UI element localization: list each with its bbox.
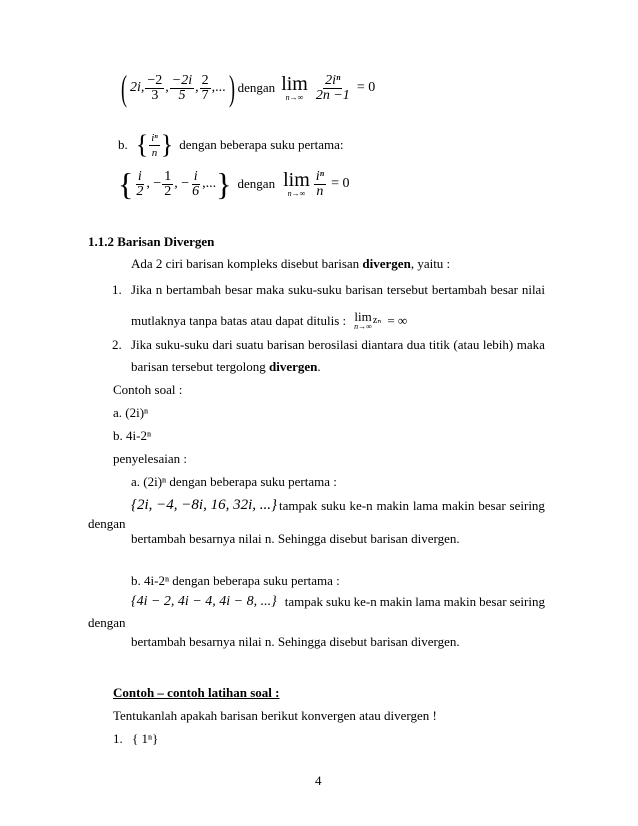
point-1-number: 1. (112, 282, 122, 297)
eq-a-term1: 2i, (130, 80, 145, 95)
point-2-line1-word: dua (406, 337, 426, 352)
dengan-continuation-b: dengan (88, 615, 126, 630)
point-2-line1-word: dari (212, 337, 233, 352)
solution-b-word: besar (479, 594, 507, 609)
point-1-line1 (131, 282, 545, 298)
point-2-line1 (131, 337, 545, 353)
eq-b-frac2: $\frac{1}{2}$ (164, 168, 172, 199)
point-2-line1-word: suku-suku (155, 337, 209, 352)
point-1-line1-word: nilai (521, 282, 545, 297)
solution-b-words (285, 594, 545, 610)
latihan-heading: Contoh – contoh latihan soal : (113, 685, 280, 700)
latihan-item-1-number: 1. (113, 731, 123, 746)
point-2-line1-word: suatu (236, 337, 264, 352)
point-2-line1-word: (atau (453, 337, 480, 352)
equation-a: ( 2i, $\frac{-2}{3}$ , $\frac{-2i}{5}$ , $\frac{2}{7}$ ,... ) dengan lim n→∞ $\frac{\text{2iⁿ}}{2n -1}$ = 0 (121, 68, 376, 108)
section-heading: 1.1.2 Barisan Divergen (88, 234, 215, 249)
eq-b-frac1: $\frac{i}{2}$ (136, 168, 144, 199)
point-2-line1-word: titik (428, 337, 450, 352)
solution-b-word: seiring (509, 594, 545, 609)
point-2-line1-word: lebih) (482, 337, 514, 352)
contoh-b: b. 4i-2ⁿ (113, 428, 152, 443)
solution-b-word: lama (415, 594, 441, 609)
solution-b-word: suku (326, 594, 351, 609)
item-b-frac: $\frac{\text{iⁿ}}{n}$ (151, 131, 158, 159)
item-b: b. { $\frac{\text{iⁿ}}{n}$ } dengan beberapa suku pertama: (118, 130, 344, 159)
point-1-line1-word: tersebut (386, 282, 428, 297)
equation-b: { $\frac{i}{2}$ , − $\frac{1}{2}$ , − $\frac{i}{6}$ ,... } dengan lim n→∞ $\frac{\text{iⁿ}}{n}$ = 0 (118, 165, 350, 202)
eq-a-dengan: dengan (237, 80, 276, 95)
solution-a-words (279, 498, 545, 514)
contoh-a: a. (2i)ⁿ (113, 405, 149, 420)
point-2-line1-word: berosilasi (308, 337, 358, 352)
penyelesaian-label: penyelesaian : (113, 451, 187, 466)
point-2-line1-word: diantara (361, 337, 404, 352)
solution-a-word: makin (441, 497, 475, 513)
solution-b-set: {4i − 2, 4i − 4, 4i − 8, ...} (131, 594, 277, 609)
point-1-line2: mutlaknya tanpa batas atau dapat ditulis : lim n→∞ zₙ = ∞ (131, 309, 408, 331)
eq-a-limit-frac: $\frac{\text{2iⁿ}}{2n -1}$ (315, 72, 350, 103)
solution-a-set: {2i, −4, −8i, 16, 32i, ...} (131, 497, 277, 513)
solution-a-word: lama (412, 497, 439, 513)
eq-a-frac3: $\frac{-2i}{5}$ (171, 72, 193, 103)
solution-a-line (131, 497, 545, 514)
page-number: 4 (315, 773, 322, 788)
solution-b-word: tampak (284, 594, 323, 609)
item-b-text: dengan beberapa suku pertama: (179, 137, 344, 152)
point-1-line1-word: n (155, 282, 163, 297)
eq-a-frac2: $\frac{-2}{3}$ (147, 72, 163, 103)
solution-a-word: tampak (279, 497, 318, 513)
solution-a-word: suku (321, 497, 346, 513)
latihan-item-1: { 1ⁿ} (132, 731, 159, 746)
solution-a-word: besar (478, 497, 506, 513)
point-2-line1-word: maka (516, 337, 545, 352)
dengan-continuation-a: dengan (88, 516, 126, 531)
contoh-label: Contoh soal : (113, 382, 183, 397)
point-2-line1-word: Jika (131, 337, 152, 352)
solution-a-word: makin (376, 497, 409, 513)
point-1-line1-word: besar (490, 282, 518, 297)
point-1-limit: lim n→∞ (354, 309, 372, 331)
point-2-line2: barisan tersebut tergolong divergen. (131, 359, 321, 374)
eq-b-limit: lim n→∞ (283, 169, 310, 198)
latihan-instruction: Tentukanlah apakah barisan berikut konvergen atau divergen ! (113, 708, 437, 723)
solution-b-word: ke-n (353, 594, 377, 609)
solution-b-word: makin (443, 594, 477, 609)
solution-b-word: makin (379, 594, 413, 609)
point-1-line1-word: bertambah (431, 282, 487, 297)
section-intro: Ada 2 ciri barisan kompleks disebut barisan divergen, yaitu : (131, 256, 451, 271)
solution-a-conclusion: bertambah besarnya nilai n. Sehingga disebut barisan divergen. (131, 531, 460, 546)
eq-b-dengan: dengan (237, 176, 276, 191)
point-1-line1-word: besar (224, 282, 253, 297)
solution-a-word: ke-n (349, 497, 373, 513)
eq-a-limit: lim n→∞ (281, 73, 308, 102)
item-b-label: b. (118, 137, 128, 152)
point-1-line1-word: maka (256, 282, 285, 297)
point-1-line1-word: bertambah (166, 282, 222, 297)
solution-a-heading: a. (2i)ⁿ dengan beberapa suku pertama : (131, 474, 337, 489)
point-1-line1-word: barisan (345, 282, 383, 297)
point-1-line1-word: Jika (131, 282, 152, 297)
solution-b-heading: b. 4i-2ⁿ dengan beberapa suku pertama : (131, 573, 340, 588)
solution-b-line (131, 594, 545, 610)
point-2-line1-word: barisan (267, 337, 305, 352)
eq-b-limit-frac: $\frac{\text{iⁿ}}{n}$ (315, 168, 325, 199)
solution-a-word: seiring (509, 497, 545, 513)
eq-b-frac3: $\frac{i}{6}$ (192, 168, 200, 199)
point-2-number: 2. (112, 337, 122, 352)
point-1-line1-word: suku-suku (288, 282, 342, 297)
eq-a-frac4: $\frac{2}{7}$ (201, 72, 209, 103)
solution-b-conclusion: bertambah besarnya nilai n. Sehingga disebut barisan divergen. (131, 634, 460, 649)
